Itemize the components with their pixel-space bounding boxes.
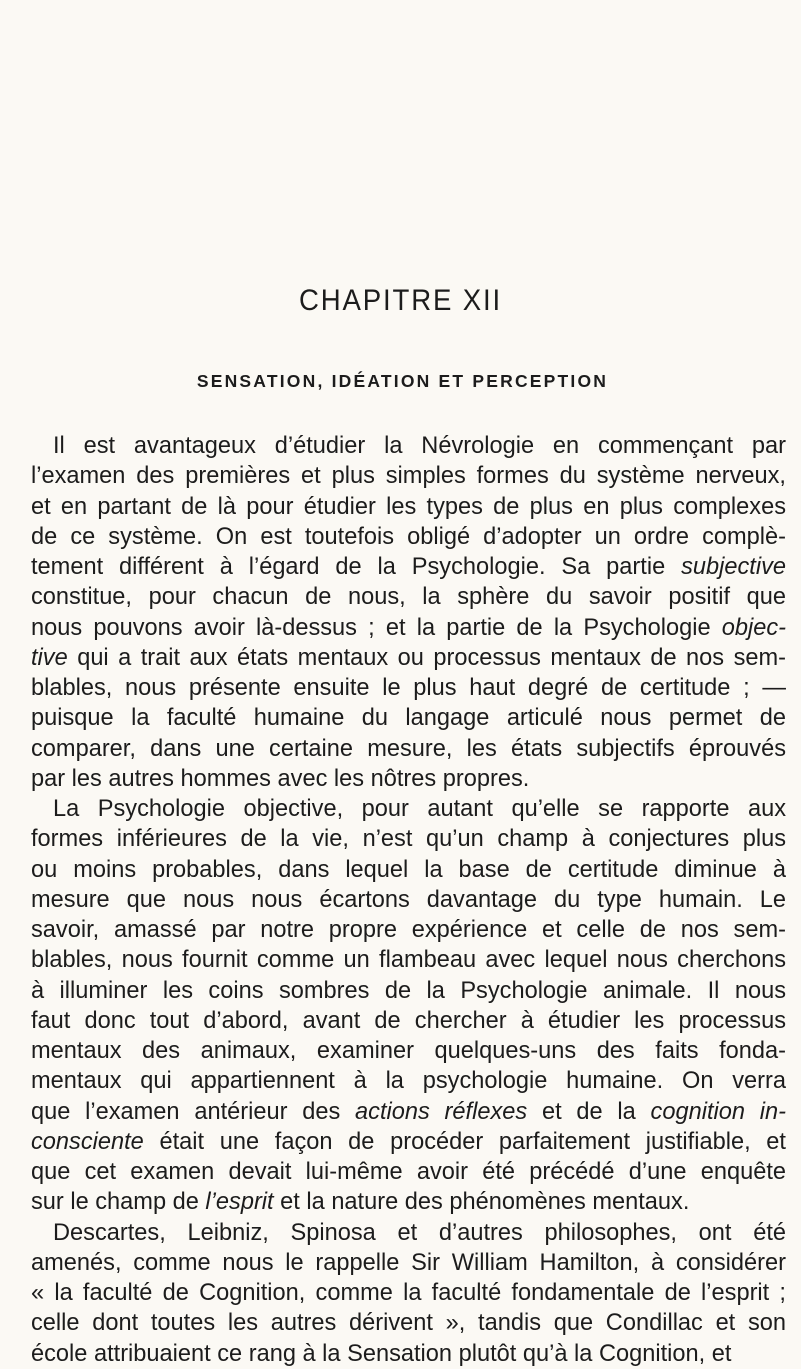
text-line [31,1157,786,1187]
text-segment: La Psychologie objective, pour autant qu’elle se rapporte aux [53,796,786,822]
chapter-heading: CHAPITRE XII [298,284,503,317]
text-line [31,1248,786,1278]
text-line [31,824,786,854]
text-line [31,734,786,764]
text-segment: savoir, amassé par notre propre expérience et celle de nos sem- [31,917,786,943]
text-segment: l’examen des premières et plus simples formes du système nerveux, [31,463,786,490]
text-line [31,1066,786,1096]
text-line [31,1006,786,1036]
italic-text: tive [31,644,68,671]
text-segment: faut donc tout d’abord, avant de chercher à étudier les processus [31,1007,786,1034]
italic-text: actions réflexes [355,1098,528,1125]
text-line [31,613,786,643]
text-line [31,522,786,552]
text-segment: était une façon de procéder parfaitement justifiable, et [143,1128,786,1155]
text-line [31,855,786,885]
text-line [31,643,786,673]
text-segment: blables, nous fournit comme un flambeau avec lequel nous cherchons [31,947,786,974]
text-segment: par les autres hommes avec les nôtres propres. [31,765,530,792]
text-segment: sur le champ de [31,1189,206,1216]
text-line [31,945,786,975]
text-segment: comparer, dans une certaine mesure, les états subjectifs éprouvés [31,735,786,762]
text-segment: celle dont toutes les autres dérivent », tandis que Condillac et son [31,1310,786,1337]
text-line [31,885,786,915]
body-text [31,431,786,1369]
text-segment: blables, nous présente ensuite le plus haut degré de certitude ; — [31,675,786,701]
text-line [31,492,786,522]
text-line [31,703,786,733]
text-segment: amenés, comme nous le rappelle Sir William Hamilton, à considérer [31,1249,786,1276]
text-segment: de ce système. On est toutefois obligé d’adopter un ordre complè- [31,523,786,550]
text-line [31,1187,786,1217]
text-line [31,1308,786,1338]
text-segment: Il est avantageux d’étudier la Névrologie en commençant par [53,433,786,459]
text-line [31,461,786,491]
text-segment: mesure que nous nous écartons davantage du type humain. Le [31,886,786,913]
text-segment: que cet examen devait lui-même avoir été précédé d’une enquête [31,1159,786,1185]
text-segment: à illuminer les coins sombres de la Psychologie animale. Il nous [31,977,786,1004]
text-segment: formes inférieures de la vie, n’est qu’un champ à conjectures plus [31,826,786,853]
text-line [31,1097,786,1127]
text-segment: tement différent à l’égard de la Psychologie. Sa partie [31,554,682,580]
text-line [31,552,786,582]
text-segment: nous pouvons avoir là-dessus ; et la partie de la Psychologie [31,614,722,641]
text-line [31,1339,786,1369]
text-line [31,1278,786,1308]
text-line [31,764,786,794]
italic-text: l’esprit [205,1189,274,1216]
text-segment: et la nature des phénomènes mentaux. [273,1189,690,1216]
text-line [31,1218,786,1248]
italic-text: subjective [681,554,786,580]
text-segment: ou moins probables, dans lequel la base de certitude diminue à [31,856,786,883]
text-segment: et de la [527,1098,651,1125]
text-line [31,431,786,461]
text-line [31,673,786,703]
italic-text: consciente [31,1128,144,1155]
text-line [31,1127,786,1157]
text-segment: qui a trait aux états mentaux ou processus mentaux de nos sem- [67,644,786,671]
text-segment: mentaux qui appartiennent à la psychologie humaine. On verra [31,1068,786,1095]
text-line [31,1036,786,1066]
text-line [31,794,786,824]
text-segment: école attribuaient ce rang à la Sensation plutôt qu’à la Cognition, et [31,1340,732,1367]
text-segment: puisque la faculté humaine du langage articulé nous permet de [31,705,786,732]
text-line [31,976,786,1006]
text-segment: Descartes, Leibniz, Spinosa et d’autres philosophes, ont été [53,1219,786,1246]
italic-text: cognition in- [650,1098,786,1125]
text-segment: et en partant de là pour étudier les types de plus en plus complexes [31,493,786,520]
chapter-subtitle: SENSATION, IDÉATION ET PERCEPTION [196,371,609,391]
text-segment: constitue, pour chacun de nous, la sphère du savoir positif que [31,584,786,611]
text-segment: que l’examen antérieur des [31,1098,356,1125]
text-segment: mentaux des animaux, examiner quelques-uns des faits fonda- [31,1038,786,1064]
text-line [31,915,786,945]
text-line [31,582,786,612]
text-segment: « la faculté de Cognition, comme la faculté fondamentale de l’esprit ; [31,1280,786,1306]
italic-text: objec- [721,614,786,641]
